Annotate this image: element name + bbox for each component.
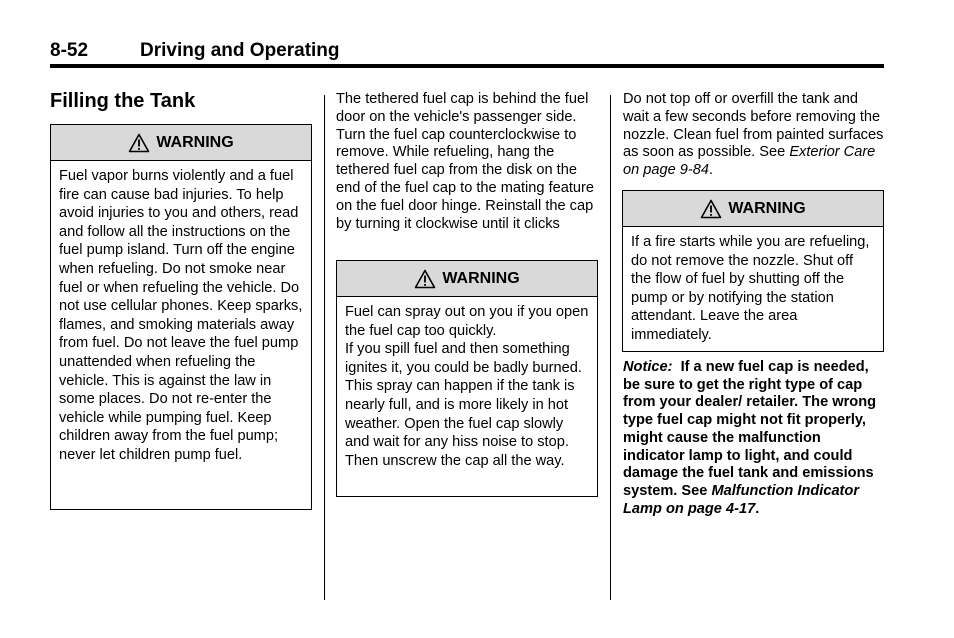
warning-box-fire <box>622 190 884 352</box>
warning-header <box>51 125 311 161</box>
page-header <box>50 38 884 68</box>
chapter-title: Driving and Operating <box>140 40 340 61</box>
warning-text-paragraph-1: Fuel can spray out on you if you open the fuel cap too quickly. <box>345 304 589 339</box>
overfill-paragraph <box>623 91 885 180</box>
warning-text-paragraph-2: If you spill fuel and then something ignites it, you could be badly burned. This spray can happen if the tank is nearly full, and is more likely in hot weather. Open the fuel cap slowly and wait for any hiss noise to stop. Then unscrew the cap all the way. <box>345 341 582 469</box>
column-divider-1 <box>324 95 325 600</box>
warning-triangle-icon <box>700 199 722 219</box>
warning-triangle-icon <box>128 133 150 153</box>
overfill-text: Do not top off or overfill the tank and wait a few seconds before removing the nozzle. Clean fuel from painted surfaces as soon as possible. See <box>623 91 884 161</box>
warning-label: WARNING <box>442 269 520 287</box>
warning-text: If a fire starts while you are refueling, do not remove the nozzle. Shut off the flow of fuel by shutting off the pump or by notifying the station attendant. Leave the area immediately. <box>631 234 870 343</box>
exterior-care-reference[interactable]: Exterior Care on page 9-84 <box>623 144 876 179</box>
warning-box-fuel-vapor <box>50 124 312 510</box>
header-rule <box>50 64 884 68</box>
warning-label: WARNING <box>728 199 806 217</box>
notice-text: If a new fuel cap is needed, be sure to get the right type of cap from your dealer/ retailer. The wrong type fuel cap might not fit properly, might cause the malfunction indicator lamp to light, and could damage the fuel tank and emissions system. See <box>623 359 877 499</box>
malfunction-lamp-reference[interactable]: Malfunction Indicator Lamp on page 4-17 <box>623 482 860 517</box>
warning-triangle-icon <box>414 269 436 289</box>
section-title: Filling the Tank <box>50 90 196 112</box>
warning-text <box>337 297 597 470</box>
page-number: 8-52 <box>50 40 89 61</box>
reference-period: . <box>709 162 714 179</box>
reference-period: . <box>755 500 760 517</box>
notice-paragraph <box>623 359 885 518</box>
warning-header <box>623 191 883 227</box>
notice-label: Notice: <box>623 359 673 375</box>
warning-header <box>337 261 597 297</box>
warning-label: WARNING <box>156 133 234 151</box>
warning-text: Fuel vapor burns violently and a fuel fire can cause bad injuries. To help avoid injuries to you and others, read and follow all the instructions on the fuel pump island. Turn off the engine when refueling. Do not smoke near fuel or when refueling the vehicle. Do not use cellular phones. Keep sparks, flames, and smoking materials away from fuel. Do not leave the fuel pump unattended when refueling the vehicle. This is against the law in some places. Do not re-enter the vehicle while pumping fuel. Keep children away from the fuel pump; never let children pump fuel. <box>59 168 303 463</box>
column-divider-2 <box>610 95 611 600</box>
warning-box-fuel-spray <box>336 260 598 497</box>
fuel-cap-paragraph: The tethered fuel cap is behind the fuel door on the vehicle's passenger side. Turn the fuel cap counterclockwise to remove. While refueling, hang the tethered fuel cap from the disk on the end of the fuel cap to the mating feature on the fuel door hinge. Reinstall the cap by turning it clockwise until it clicks <box>336 91 594 232</box>
